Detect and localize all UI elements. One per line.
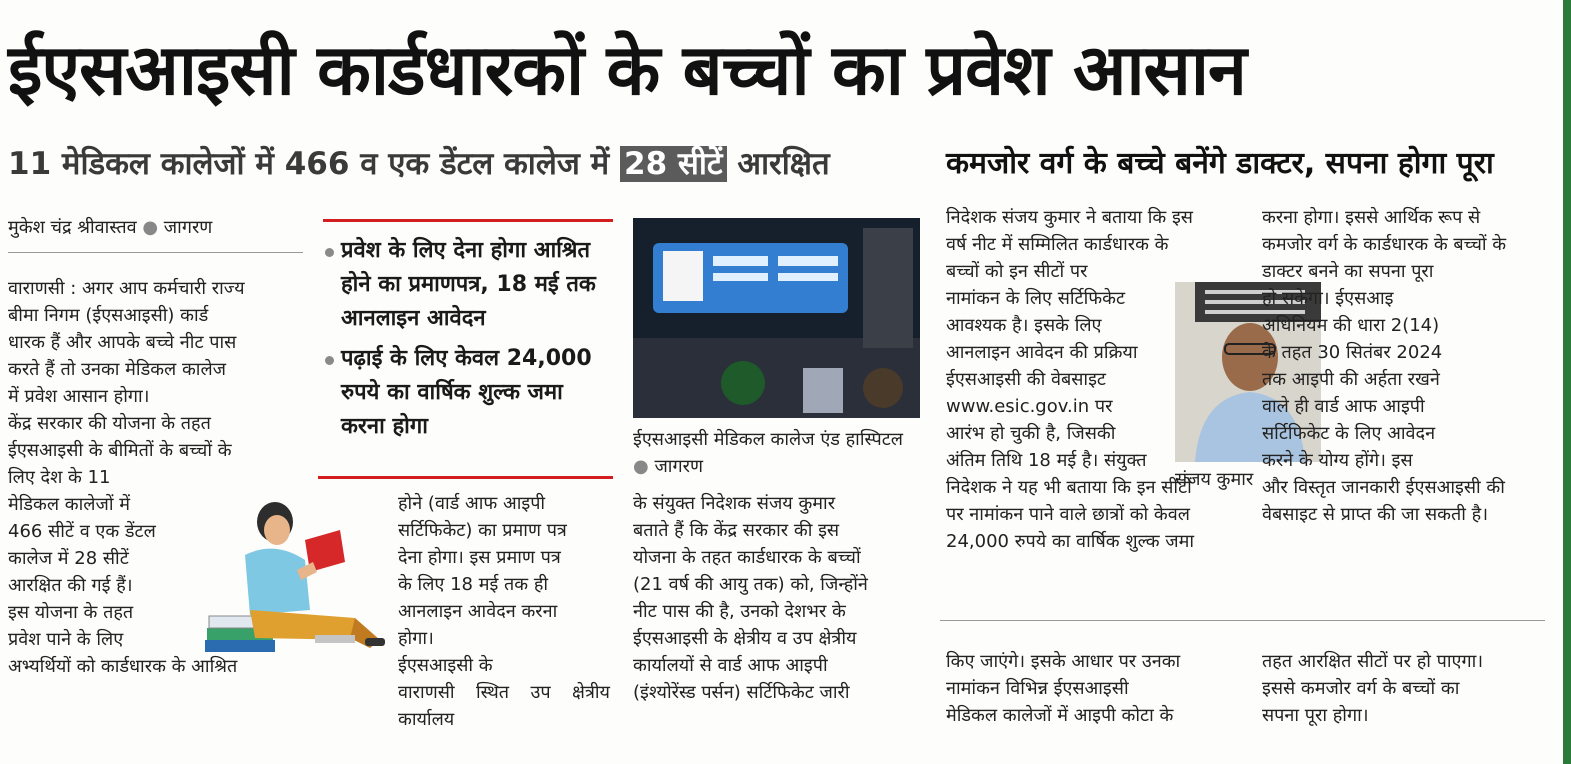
text-line: सर्टिफिकेट) का प्रमाण पत्र — [398, 520, 567, 541]
column-5 — [1262, 204, 1542, 528]
text-line: www.esic.gov.in पर — [946, 396, 1113, 417]
text-line: देना होगा। इस प्रमाण पत्र — [398, 547, 561, 568]
text-line: करते हैं तो उनका मेडिकल कालेज — [8, 359, 227, 380]
text-line: कमजोर वर्ग के कार्डधारक के बच्चों के — [1262, 234, 1507, 255]
subheadline-left-pre: 11 मेडिकल कालेजों में 466 व एक डेंटल कालेज में — [8, 146, 610, 182]
text-line: बीमा निगम (ईएसआइसी) कार्ड — [8, 305, 209, 326]
photo-1-caption-text: ईएसआइसी मेडिकल कालेज एंड हास्पिटल — [633, 429, 904, 450]
column-2 — [398, 490, 610, 733]
text-line: (इंश्योरेंस्ड पर्सन) सर्टिफिकेट जारी — [633, 682, 850, 703]
text-line: निदेशक ने यह भी बताया कि इन सीटों — [946, 477, 1192, 498]
text-line: नामांकन के लिए सर्टिफिकेट — [946, 288, 1126, 309]
photo-1-caption-source: जागरण — [654, 456, 703, 477]
bullet-item-2: पढ़ाई के लिए केवल 24,000 रुपये का वार्षिक शुल्क जमा करना होगा — [323, 342, 613, 444]
bullet-item-1: प्रवेश के लिए देना होगा आश्रित होने का प्रमाणपत्र, 18 मई तक आनलाइन आवेदन — [323, 234, 613, 336]
esic-hospital-photo — [633, 218, 920, 418]
subheadline-left-post: आरक्षित — [737, 146, 830, 182]
text-line: अधिनियम की धारा 2(14) — [1262, 315, 1440, 336]
text-line: 466 सीटें व एक डेंटल — [8, 521, 156, 542]
student-reading-illustration — [205, 500, 390, 665]
text-line: करना होगा। इससे आर्थिक रूप से — [1262, 207, 1481, 228]
text-line: हो सकेगा। ईएसआइ — [1262, 288, 1394, 309]
text-line: के लिए 18 मई तक ही — [398, 574, 549, 595]
photo-1-caption — [633, 426, 920, 480]
text-line: ईएसआइसी के बीमितों के बच्चों के — [8, 440, 232, 461]
text-line: निदेशक संजय कुमार ने बताया कि इस — [946, 207, 1193, 228]
text-line: और विस्तृत जानकारी ईएसआइसी की — [1262, 477, 1505, 498]
text-line: कार्यालयों से वार्ड आफ आइपी — [633, 655, 828, 676]
subheadline-right: कमजोर वर्ग के बच्चे बनेंगे डाक्टर, सपना होगा पूरा — [946, 146, 1494, 181]
photo-2-caption: संजय कुमार — [1175, 469, 1254, 490]
text-line: इससे कमजोर वर्ग के बच्चों का — [1262, 678, 1460, 699]
subheadline-highlight: 28 सीटें — [620, 146, 727, 182]
text-line: केंद्र सरकार की योजना के तहत — [8, 413, 211, 434]
text-line: करने के योग्य होंगे। इस — [1262, 450, 1413, 471]
text-line: आरक्षित की गई हैं। — [8, 575, 133, 596]
text-line: पर नामांकन पाने वाले छात्रों को केवल — [946, 504, 1190, 525]
text-line: बताते हैं कि केंद्र सरकार की इस — [633, 520, 840, 541]
text-line: आनलाइन आवेदन की प्रक्रिया — [946, 342, 1138, 363]
text-line: कालेज में 28 सीटें — [8, 548, 129, 569]
text-line: किए जाएंगे। इसके आधार पर उनका — [946, 651, 1181, 672]
bullet-box-bottom-rule — [318, 476, 613, 479]
text-line: आवश्यक है। इसके लिए — [946, 315, 1102, 336]
text-line: में प्रवेश आसान होगा। — [8, 386, 150, 407]
text-line: वाले ही वार्ड आफ आइपी — [1262, 396, 1425, 417]
byline-author: मुकेश चंद्र श्रीवास्तव — [8, 217, 137, 238]
text-line: नामांकन विभिन्न ईएसआइसी — [946, 678, 1129, 699]
bullet-box — [323, 234, 613, 450]
caption-dot-icon: ● — [633, 456, 649, 477]
text-line: आरंभ हो चुकी है, जिसकी — [946, 423, 1116, 444]
text-line: धारक हैं और आपके बच्चे नीट पास — [8, 332, 237, 353]
text-line: तक आइपी की अर्हता रखने — [1262, 369, 1440, 390]
byline-source: जागरण — [163, 217, 213, 238]
text-line: के संयुक्त निदेशक संजय कुमार — [633, 493, 836, 514]
byline-rule — [8, 252, 303, 253]
text-line: अंतिम तिथि 18 मई है। संयुक्त — [946, 450, 1147, 471]
text-line: मेडिकल कालेजों में — [8, 494, 130, 515]
text-line: तहत आरक्षित सीटों पर हो पाएगा। — [1262, 651, 1484, 672]
text-line: ईएसआइसी की वेबसाइट — [946, 369, 1106, 390]
text-line: प्रवेश पाने के लिए — [8, 629, 124, 650]
text-line: बच्चों को इन सीटों पर — [946, 261, 1088, 282]
text-line: वेबसाइट से प्राप्त की जा सकती है। — [1262, 504, 1489, 525]
text-line: वाराणसी : अगर आप कर्मचारी राज्य — [8, 278, 245, 299]
text-line: आनलाइन आवेदन करना — [398, 601, 558, 622]
text-line: 24,000 रुपये का वार्षिक शुल्क जमा — [946, 531, 1195, 552]
headline: ईएसआइसी कार्डधारकों के बच्चों का प्रवेश आसान — [8, 29, 1246, 111]
text-line: सर्टिफिकेट के लिए आवेदन — [1262, 423, 1436, 444]
byline — [8, 216, 212, 240]
column-3 — [633, 490, 920, 706]
text-line: नीट पास की है, उनको देशभर के — [633, 601, 846, 622]
text-line: डाक्टर बनने का सपना पूरा — [1262, 261, 1434, 282]
text-line: इस योजना के तहत — [8, 602, 134, 623]
text-line: अभ्यर्थियों को कार्डधारक के आश्रित — [8, 656, 238, 677]
text-line: मेडिकल कालेजों में आइपी कोटा के — [946, 705, 1174, 726]
text-line: ईएसआइसी के क्षेत्रीय व उप क्षेत्रीय — [633, 628, 857, 649]
right-section-rule — [940, 620, 1545, 621]
text-line: वर्ष नीट में सम्मिलित कार्डधारक के — [946, 234, 1169, 255]
column-6 — [946, 648, 1236, 729]
byline-dot-icon: ● — [142, 217, 159, 238]
text-line: ईएसआइसी के — [398, 655, 493, 676]
text-line: (21 वर्ष की आयु तक) को, जिन्होंने — [633, 574, 868, 595]
column-7 — [1262, 648, 1544, 729]
text-line: लिए देश के 11 — [8, 467, 111, 488]
text-line: के तहत 30 सितंबर 2024 — [1262, 342, 1443, 363]
page-edge-strip — [1563, 0, 1571, 764]
text-line: वाराणसी स्थित उप क्षेत्रीय कार्यालय — [398, 682, 610, 730]
bullet-box-top-rule — [323, 219, 613, 222]
text-line: योजना के तहत कार्डधारक के बच्चों — [633, 547, 861, 568]
text-line: होने (वार्ड आफ आइपी — [398, 493, 546, 514]
text-line: सपना पूरा होगा। — [1262, 705, 1369, 726]
subheadline-left — [8, 140, 830, 190]
text-line: होगा। — [398, 628, 434, 649]
